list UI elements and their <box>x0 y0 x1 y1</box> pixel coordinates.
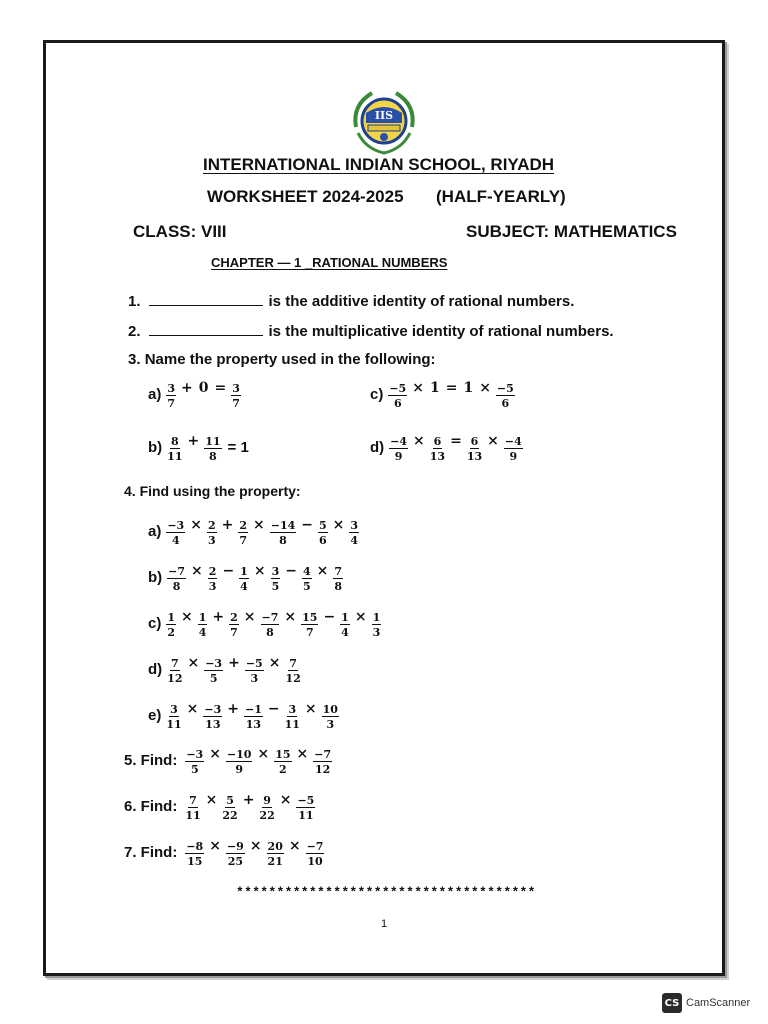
denominator: 3 <box>326 718 335 731</box>
numerator: −14 <box>270 519 296 532</box>
denominator: 15 <box>187 855 203 868</box>
denominator: 4 <box>341 626 349 639</box>
math-operator: − <box>267 701 280 717</box>
worksheet-year: WORKSHEET 2024-2025 <box>207 187 404 206</box>
math-operator: × <box>487 433 499 449</box>
denominator: 12 <box>167 672 183 685</box>
fraction <box>226 749 253 775</box>
q3-part-a-expression <box>164 380 243 409</box>
school-name <box>203 155 554 175</box>
math-operator: − <box>301 517 313 533</box>
math-operator: + <box>187 433 200 449</box>
q4-part-a-expression <box>164 517 361 546</box>
fraction <box>313 749 332 775</box>
denominator: 11 <box>167 450 183 463</box>
svg-text:IIS: IIS <box>374 109 394 122</box>
numerator: 10 <box>322 703 338 716</box>
q4-part-b-expression <box>165 563 345 592</box>
worksheet-title <box>207 187 404 207</box>
denominator: 4 <box>171 534 180 547</box>
denominator: 12 <box>315 763 331 776</box>
answer-blank-1 <box>149 291 263 306</box>
fraction <box>333 566 343 592</box>
numerator: 3 <box>167 382 175 395</box>
denominator: 9 <box>509 450 518 463</box>
numerator: −3 <box>186 748 204 761</box>
denominator: 3 <box>207 534 216 547</box>
q3-part-d-label: d) <box>370 439 385 456</box>
q3-part-c-label: c) <box>370 386 384 403</box>
numerator: 6 <box>470 435 479 448</box>
math-operator: × <box>412 380 424 396</box>
fraction <box>166 612 176 638</box>
numerator: 9 <box>263 794 271 807</box>
denominator: 4 <box>198 626 207 639</box>
numerator: 3 <box>232 382 240 395</box>
chapter-text: CHAPTER — 1 _RATIONAL NUMBERS <box>211 255 448 270</box>
math-operator: × <box>243 609 256 625</box>
math-operator: + <box>242 792 255 808</box>
fraction <box>274 749 291 775</box>
math-operator: − <box>222 563 235 579</box>
denominator: 8 <box>334 580 342 593</box>
fraction <box>166 520 185 546</box>
denominator: 2 <box>279 763 287 776</box>
fraction <box>167 566 186 592</box>
math-operator: 0 <box>198 380 209 396</box>
fraction <box>259 795 274 821</box>
numerator: 5 <box>226 794 234 807</box>
denominator: 7 <box>167 397 175 410</box>
answer-blank-2 <box>149 321 263 336</box>
fraction <box>261 612 280 638</box>
subject-label: SUBJECT: MATHEMATICS <box>466 222 677 241</box>
page-number: 1 <box>381 918 388 930</box>
numerator: 3 <box>170 703 178 716</box>
math-operator: − <box>323 609 336 625</box>
math-operator: × <box>354 609 367 625</box>
fraction <box>296 795 315 821</box>
denominator: 3 <box>372 626 381 639</box>
q4-part-d-label: d) <box>148 661 163 678</box>
q3-part-b-expression <box>165 433 223 462</box>
math-operator: × <box>187 655 200 671</box>
question-3-text: Name the property used in the following: <box>144 351 436 368</box>
question-7-label: 7. Find: <box>124 844 178 861</box>
question-6 <box>124 792 317 821</box>
denominator: 8 <box>172 580 181 593</box>
denominator: 7 <box>239 534 247 547</box>
q4-part-e-label: e) <box>148 707 162 724</box>
denominator: 5 <box>190 763 199 776</box>
numerator: 11 <box>205 435 221 448</box>
math-operator: × <box>205 792 218 808</box>
math-operator: = <box>450 433 462 449</box>
q3-part-b <box>148 433 252 462</box>
denominator: 9 <box>235 763 244 776</box>
fraction <box>318 520 328 546</box>
term-title <box>436 187 566 207</box>
denominator: 5 <box>302 580 311 593</box>
math-operator: × <box>191 563 203 579</box>
fraction <box>208 566 218 592</box>
q3-part-d <box>370 433 525 462</box>
class-label: CLASS: VIII <box>133 222 227 241</box>
numerator: −9 <box>226 840 244 853</box>
fraction <box>302 566 312 592</box>
math-operator: + <box>221 517 234 533</box>
numerator: 7 <box>334 565 342 578</box>
fraction <box>207 520 217 546</box>
math-operator: 1 <box>429 380 440 396</box>
q4-part-a-label: a) <box>148 523 162 540</box>
numerator: 20 <box>267 840 283 853</box>
denominator: 8 <box>266 626 274 639</box>
numerator: 8 <box>171 435 179 448</box>
math-operator: × <box>288 838 301 854</box>
q4-part-e-expression <box>164 701 341 730</box>
fraction <box>388 383 407 409</box>
denominator: 25 <box>227 855 244 868</box>
denominator: 7 <box>230 626 238 639</box>
fraction <box>244 704 263 730</box>
math-operator: × <box>279 792 292 808</box>
q4-part-e <box>148 701 341 730</box>
denominator: 3 <box>250 672 259 685</box>
fraction <box>496 383 515 409</box>
question-3-number: 3. <box>128 351 141 368</box>
numerator: 15 <box>302 611 318 624</box>
numerator: 7 <box>289 657 297 670</box>
denominator: 3 <box>208 580 217 593</box>
numerator: 2 <box>239 519 247 532</box>
fraction <box>372 612 382 638</box>
fraction <box>185 795 200 821</box>
numerator: 3 <box>288 703 297 716</box>
numerator: −5 <box>245 657 263 670</box>
question-5-label: 5. Find: <box>124 752 178 769</box>
denominator: 8 <box>279 534 287 547</box>
worksheet-page <box>43 40 725 976</box>
numerator: 1 <box>198 611 207 624</box>
numerator: 15 <box>275 748 291 761</box>
question-1-text: is the additive identity of rational numbers. <box>268 293 575 310</box>
math-operator: × <box>284 609 297 625</box>
denominator: 22 <box>222 809 238 822</box>
math-operator: × <box>268 655 281 671</box>
q4-part-b-label: b) <box>148 569 163 586</box>
q3-part-b-result: = 1 <box>227 439 249 456</box>
denominator: 4 <box>350 534 359 547</box>
numerator: −3 <box>205 657 223 670</box>
camscanner-text: CamScanner <box>686 997 751 1009</box>
q4-part-c-expression <box>164 609 383 638</box>
denominator: 10 <box>307 855 323 868</box>
question-2 <box>128 321 614 340</box>
numerator: 1 <box>372 611 381 624</box>
numerator: −7 <box>261 611 279 624</box>
math-operator: + <box>228 655 240 671</box>
denominator: 11 <box>284 718 300 731</box>
question-1 <box>128 291 574 310</box>
question-7-expression <box>183 838 326 867</box>
math-operator: + <box>227 701 239 717</box>
question-4: 4. Find using the property: <box>124 483 301 499</box>
numerator: 2 <box>230 611 238 624</box>
fraction <box>322 704 339 730</box>
fraction <box>203 704 222 730</box>
math-operator: + <box>181 380 193 396</box>
fraction <box>238 520 248 546</box>
fraction <box>204 658 223 684</box>
numerator: −7 <box>168 565 186 578</box>
numerator: 7 <box>171 657 179 670</box>
q4-part-c-label: c) <box>148 615 162 632</box>
denominator: 11 <box>298 809 314 822</box>
fraction <box>349 520 359 546</box>
denominator: 6 <box>393 397 402 410</box>
denominator: 9 <box>394 450 403 463</box>
numerator: −10 <box>226 748 252 761</box>
numerator: −4 <box>504 435 522 448</box>
school-logo <box>346 87 422 159</box>
math-operator: × <box>296 746 309 762</box>
numerator: −8 <box>186 840 204 853</box>
fraction <box>229 612 239 638</box>
fraction <box>222 795 237 821</box>
fraction <box>285 704 300 730</box>
fraction <box>185 841 204 867</box>
numerator: 4 <box>302 565 311 578</box>
math-operator: × <box>304 701 317 717</box>
math-operator: × <box>181 609 193 625</box>
fraction <box>340 612 350 638</box>
fraction <box>467 436 482 462</box>
math-operator: = <box>214 380 227 396</box>
numerator: 7 <box>189 794 197 807</box>
fraction <box>239 566 249 592</box>
denominator: 6 <box>501 397 510 410</box>
fraction <box>306 841 325 867</box>
fraction <box>185 749 204 775</box>
numerator: 2 <box>207 519 216 532</box>
math-operator: × <box>257 746 270 762</box>
numerator: −4 <box>390 435 408 448</box>
math-operator: + <box>212 609 225 625</box>
camscanner-watermark <box>662 993 750 1013</box>
q4-part-c <box>148 609 383 638</box>
numerator: −1 <box>245 703 262 716</box>
math-operator: × <box>253 517 265 533</box>
fraction <box>166 383 176 409</box>
denominator: 11 <box>166 718 182 731</box>
denominator: 2 <box>167 626 175 639</box>
fraction <box>167 436 182 462</box>
fraction <box>198 612 208 638</box>
denominator: 13 <box>245 718 262 731</box>
denominator: 7 <box>232 397 240 410</box>
math-operator: × <box>186 701 199 717</box>
fraction <box>204 436 221 462</box>
denominator: 5 <box>271 580 280 593</box>
math-operator: × <box>479 380 491 396</box>
q3-part-a-label: a) <box>148 386 162 403</box>
camscanner-logo-icon: CS <box>662 993 682 1013</box>
q3-part-b-label: b) <box>148 439 163 456</box>
math-operator: 1 <box>463 380 474 396</box>
question-6-label: 6. Find: <box>124 798 178 815</box>
math-operator: × <box>190 517 202 533</box>
question-5-expression <box>183 746 334 775</box>
numerator: −5 <box>389 382 407 395</box>
question-2-text: is the multiplicative identity of rational numbers. <box>268 323 614 340</box>
numerator: 6 <box>433 435 442 448</box>
numerator: 3 <box>271 565 280 578</box>
numerator: 1 <box>240 565 248 578</box>
q4-part-d <box>148 655 303 684</box>
numerator: −5 <box>297 794 315 807</box>
q4-part-a <box>148 517 361 546</box>
denominator: 22 <box>259 809 275 822</box>
denominator: 8 <box>209 450 217 463</box>
question-6-expression <box>183 792 317 821</box>
denominator: 6 <box>319 534 327 547</box>
fraction <box>167 658 182 684</box>
fraction <box>226 841 245 867</box>
fraction <box>285 658 300 684</box>
fraction <box>389 436 408 462</box>
fraction <box>301 612 318 638</box>
denominator: 12 <box>285 672 301 685</box>
numerator: 5 <box>319 519 327 532</box>
question-7 <box>124 838 326 867</box>
math-operator: × <box>332 517 345 533</box>
denominator: 5 <box>209 672 218 685</box>
denominator: 11 <box>185 809 201 822</box>
term-text: (HALF-YEARLY) <box>436 187 566 206</box>
math-operator: × <box>209 838 221 854</box>
school-name-text: INTERNATIONAL INDIAN SCHOOL, RIYADH <box>203 155 555 174</box>
numerator: 2 <box>208 565 217 578</box>
numerator: −3 <box>204 703 222 716</box>
fraction <box>245 658 264 684</box>
math-operator: × <box>253 563 266 579</box>
denominator: 4 <box>240 580 248 593</box>
denominator: 21 <box>267 855 283 868</box>
fraction <box>430 436 445 462</box>
numerator: 3 <box>350 519 359 532</box>
fraction <box>270 520 297 546</box>
fraction <box>166 704 181 730</box>
numerator: −5 <box>496 382 514 395</box>
denominator: 7 <box>305 626 314 639</box>
denominator: 13 <box>205 718 221 731</box>
question-3 <box>128 351 436 368</box>
numerator: −7 <box>314 748 332 761</box>
q3-part-c-expression <box>386 380 516 409</box>
math-operator: × <box>209 746 221 762</box>
denominator: 13 <box>466 450 483 463</box>
numerator: −3 <box>167 519 185 532</box>
chapter-title <box>211 255 447 270</box>
denominator: 13 <box>429 450 446 463</box>
question-1-number: 1. <box>128 293 141 310</box>
math-operator: × <box>413 433 425 449</box>
math-operator: = <box>445 380 458 396</box>
math-operator: × <box>316 563 329 579</box>
fraction <box>504 436 523 462</box>
question-2-number: 2. <box>128 323 141 340</box>
math-operator: × <box>249 838 262 854</box>
q4-part-d-expression <box>165 655 303 684</box>
fraction <box>267 841 284 867</box>
numerator: 1 <box>167 611 175 624</box>
numerator: −7 <box>306 840 324 853</box>
q3-part-a <box>148 380 243 409</box>
end-divider: ************************************* <box>236 885 536 900</box>
question-5 <box>124 746 334 775</box>
q3-part-c <box>370 380 517 409</box>
fraction <box>231 383 241 409</box>
numerator: 1 <box>341 611 349 624</box>
math-operator: − <box>285 563 297 579</box>
fraction <box>271 566 281 592</box>
q4-part-b <box>148 563 345 592</box>
q3-part-d-expression <box>387 433 525 462</box>
